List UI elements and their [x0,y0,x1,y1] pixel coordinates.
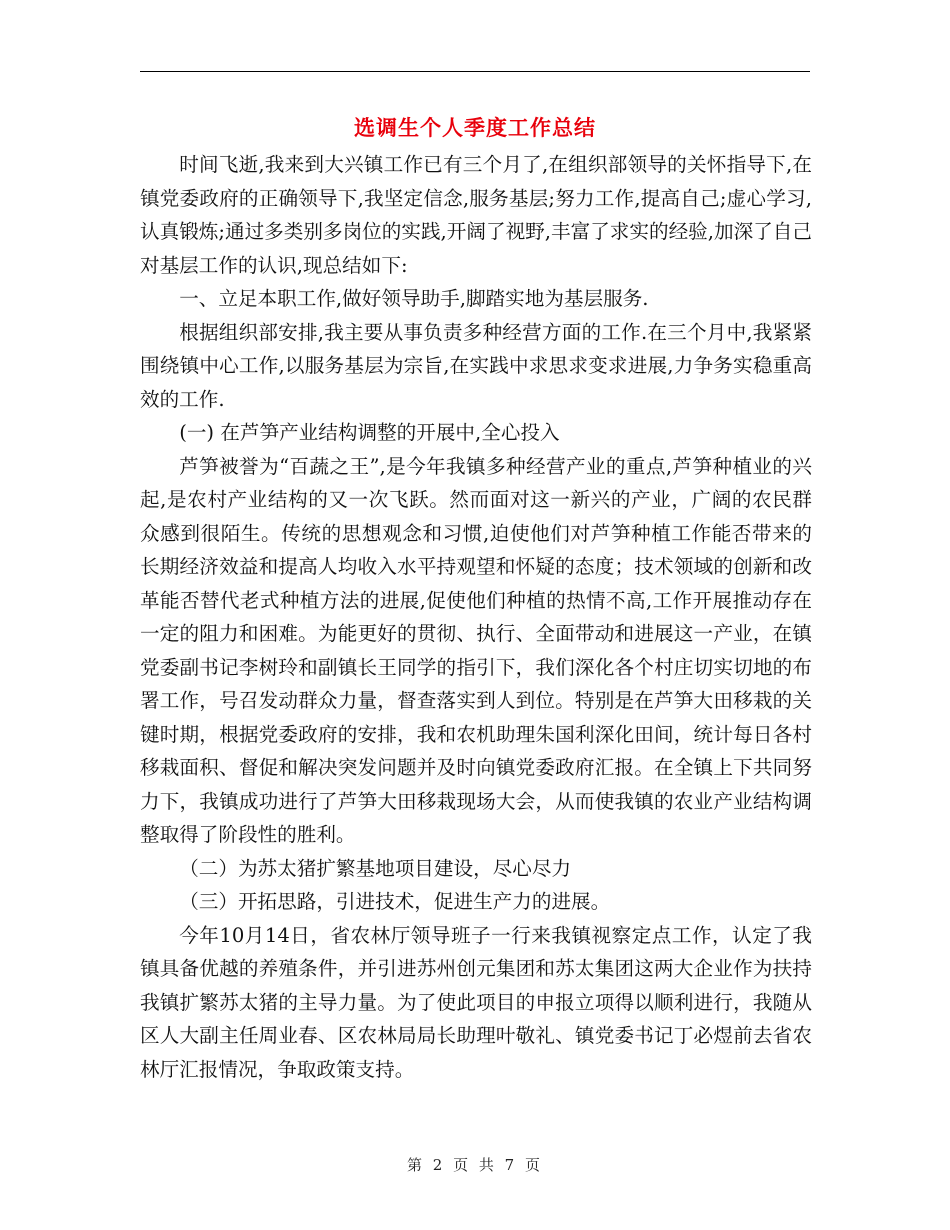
paragraph-assignment: 根据组织部安排,我主要从事负责多种经营方面的工作.在三个月中,我紧紧围绕镇中心工作,以服务基层为宗旨,在实践中求思求变求进展,力争务实稳重高效的工作. [140,320,812,411]
paragraph-pig-project: 今年10月14日，省农林厅领导班子一行来我镇视察定点工作，认定了我镇具备优越的养殖条件，并引进苏州创元集团和苏太集团这两大企业作为扶持我镇扩繁苏太猪的主导力量。为了使此项目的申报立项得以顺利进行，我随从区人大副主任周业春、区农林局局长助理叶敬礼、镇党委书记丁必煜前去省农林厅汇报情况，争取政策支持。 [140,923,812,1081]
page-number: 第 2 页 共 7 页 [407,1156,543,1174]
header-rule [140,71,810,72]
document-title: 选调生个人季度工作总结 [354,116,596,140]
subsection-heading-2: （二）为苏太猪扩繁基地项目建设，尽心尽力 [179,856,572,880]
section-heading-1: 一、立足本职工作,做好领导助手,脚踏实地为基层服务. [179,287,649,310]
paragraph-asparagus: 芦笋被誉为“百蔬之王”,是今年我镇多种经营产业的重点,芦笋种植业的兴起,是农村产业结构的又一次飞跃。然而面对这一新兴的产业，广阔的农民群众感到很陌生。传统的思想观念和习惯,迫使他们对芦笋种植工作能否带来的长期经济效益和提高人均收入水平持观望和怀疑的态度；技术领域的创新和改革能否替代老式种植方法的进展,促使他们种植的热情不高,工作开展推动存在一定的阻力和困难。为能更好的贯彻、执行、全面带动和进展这一产业，在镇党委副书记李树玲和副镇长王同学的指引下，我们深化各个村庄切实切地的布署工作，号召发动群众力量，督查落实到人到位。特别是在芦笋大田移栽的关键时期，根据党委政府的安排，我和农机助理朱国利深化田间，统计每日各村移栽面积、督促和解决突发问题并及时向镇党委政府汇报。在全镇上下共同努力下，我镇成功进行了芦笋大田移栽现场大会，从而使我镇的农业产业结构调整取得了阶段性的胜利。 [140,454,812,846]
subsection-heading-1: (一) 在芦笋产业结构调整的开展中,全心投入 [179,421,560,444]
subsection-heading-3: （三）开拓思路，引进技术，促进生产力的进展。 [179,890,611,913]
document-body [140,148,812,1086]
paragraph-intro: 时间飞逝,我来到大兴镇工作已有三个月了,在组织部领导的关怀指导下,在镇党委政府的正确领导下,我坚定信念,服务基层;努力工作,提高自己;虚心学习,认真锻炼;通过多类别多岗位的实践,开阔了视野,丰富了求实的经验,加深了自己对基层工作的认识,现总结如下: [140,153,812,277]
